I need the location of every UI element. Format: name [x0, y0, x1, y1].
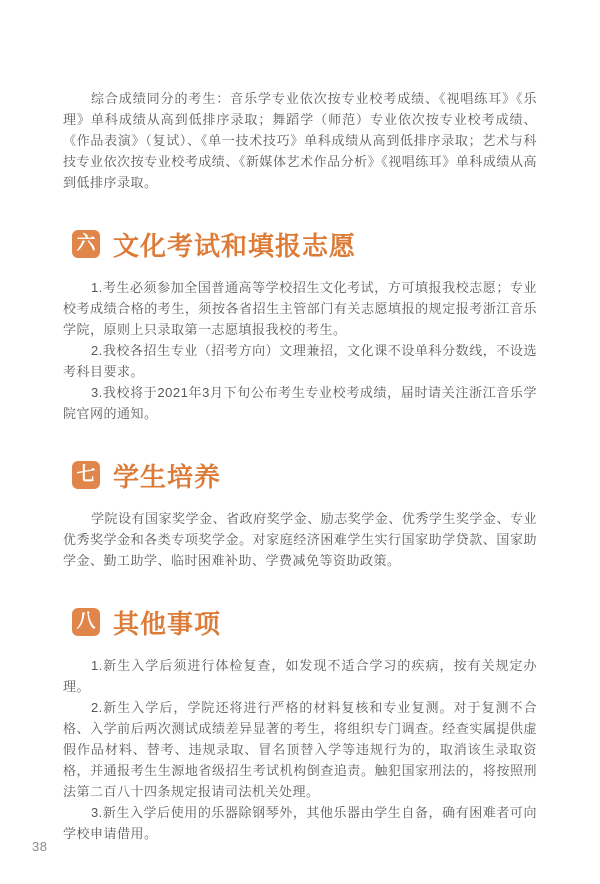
section-number-badge: 七 [72, 461, 100, 489]
section-title: 学生培养 [113, 462, 222, 492]
intro-paragraph: 综合成绩同分的考生：音乐学专业依次按专业校考成绩、《视唱练耳》《乐理》单科成绩从高到低排序录取；舞蹈学（师范）专业依次按专业校考成绩、《作品表演》（复试）、《单一技术技巧》单科成绩从高到低排序录取；艺术与科技专业依次按专业校考成绩、《新媒体艺术作品分析》《视唱练耳》单科成绩从高到低排序录取。 [63, 91, 537, 190]
section-paragraph: 2.我校各招生专业（招考方向）文理兼招，文化课不设单科分数线，不设选考科目要求。 [63, 343, 537, 379]
section-paragraph: 3.新生入学后使用的乐器除钢琴外，其他乐器由学生自备，确有困难者可向学校申请借用。 [63, 805, 537, 841]
section-title: 文化考试和填报志愿 [113, 231, 357, 261]
section-paragraph: 2.新生入学后，学院还将进行严格的材料复核和专业复测。对于复测不合格、入学前后两次测试成绩差异显著的考生，将组织专门调查。经查实属提供虚假作品材料、替考、违规录取、冒名顶替入学等违规行为的，取消该生录取资格，并通报考生生源地省级招生考试机构倒查追责。触犯国家刑法的，将按照刑法第二百八十四条规定报请司法机关处理。 [63, 700, 537, 799]
page-number: 38 [32, 839, 48, 854]
section-header [72, 607, 537, 637]
section-header [72, 229, 537, 259]
section-number-badge: 六 [72, 230, 100, 258]
section-title: 其他事项 [113, 609, 222, 639]
section-paragraph: 3.我校将于2021年3月下旬公布考生专业校考成绩，届时请关注浙江音乐学院官网的通知。 [63, 385, 537, 421]
section-number-badge: 八 [72, 608, 100, 636]
section-paragraph: 学院设有国家奖学金、省政府奖学金、励志奖学金、优秀学生奖学金、专业优秀奖学金和各类专项奖学金。对家庭经济困难学生实行国家助学贷款、国家助学金、勤工助学、临时困难补助、学费减免等资助政策。 [63, 511, 537, 568]
section-paragraph: 1.新生入学后须进行体检复查，如发现不适合学习的疾病，按有关规定办理。 [63, 658, 537, 694]
section-culture-exam-and-application [63, 229, 537, 424]
section-paragraph: 1.考生必须参加全国普通高等学校招生文化考试，方可填报我校志愿；专业校考成绩合格的考生，须按各省招生主管部门有关志愿填报的规定报考浙江音乐学院，原则上只录取第一志愿填报我校的考生。 [63, 280, 537, 337]
section-header [72, 460, 537, 490]
section-student-cultivation [63, 460, 537, 571]
section-other-matters [63, 607, 537, 844]
